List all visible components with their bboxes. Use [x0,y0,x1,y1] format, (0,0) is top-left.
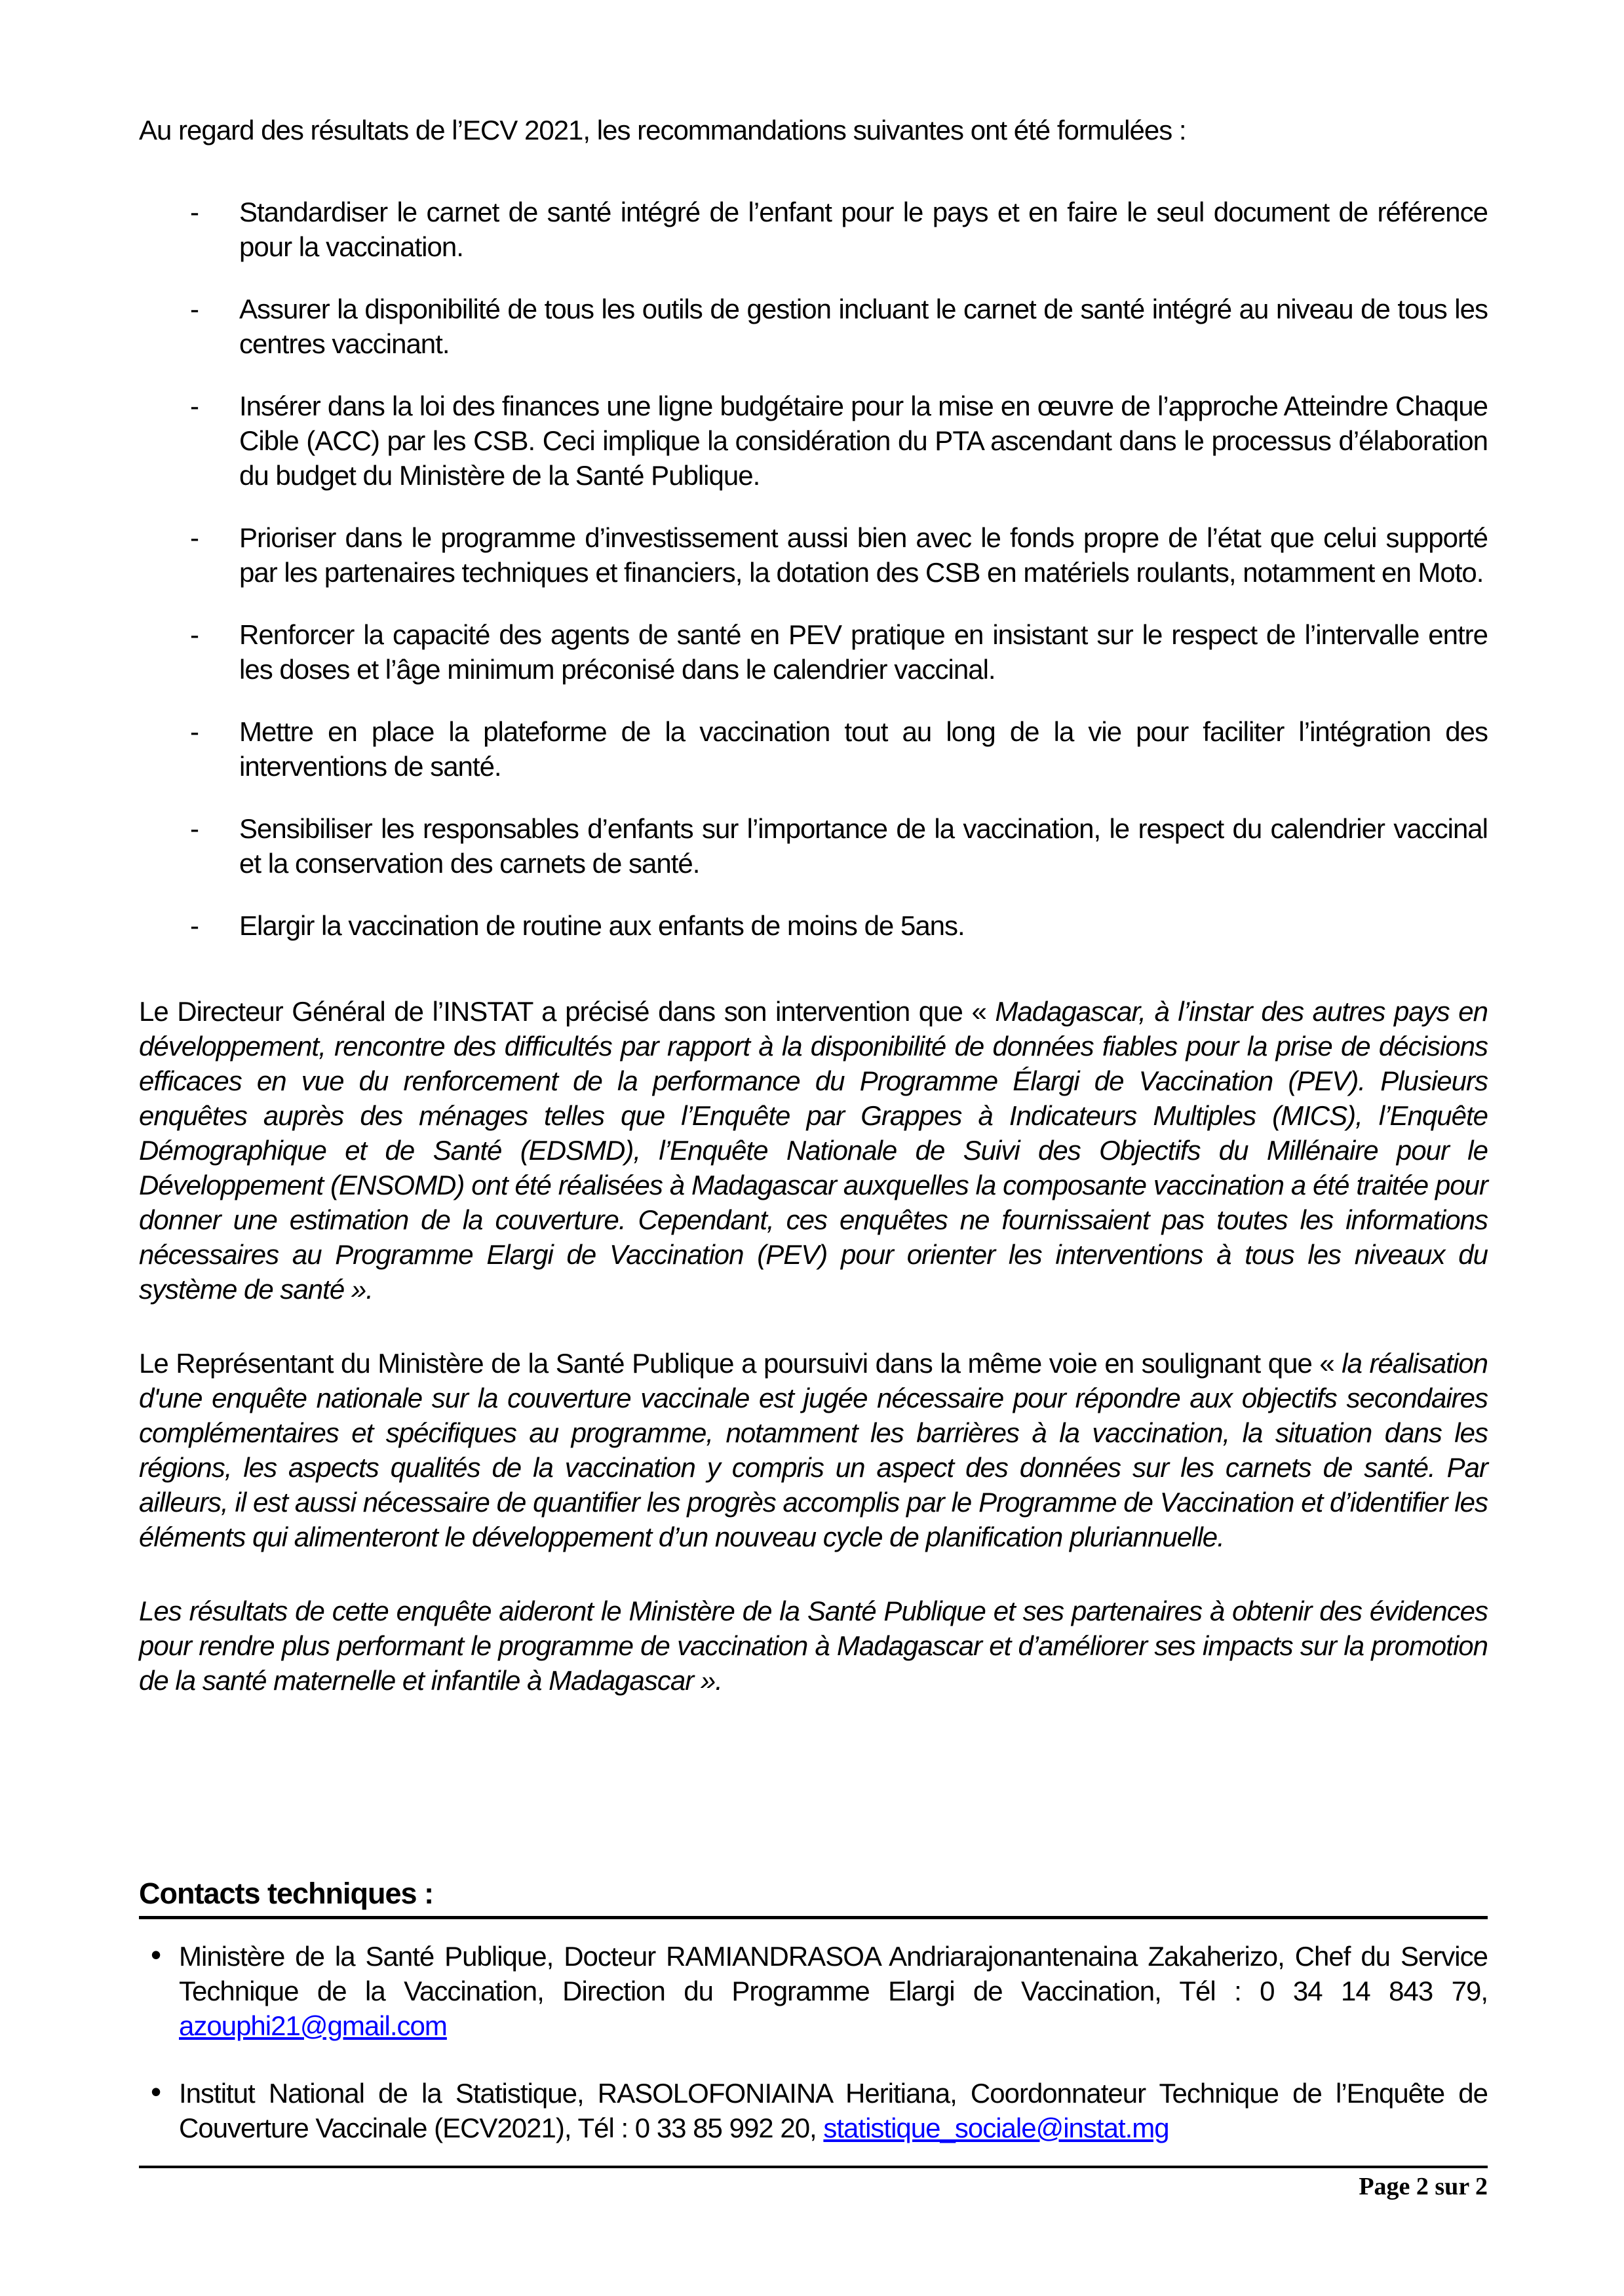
list-item [139,811,1488,881]
footer-divider [139,2166,1488,2168]
representative-statement-paragraph [139,1346,1488,1554]
dash-bullet: - [190,294,199,324]
director-statement-paragraph [139,994,1488,1307]
email-link[interactable]: azouphi21@gmail.com [179,2010,447,2041]
dash-bullet: - [190,391,199,421]
dash-bullet: - [190,716,199,747]
email-link[interactable]: statistique_sociale@instat.mg [823,2113,1169,2143]
paragraph-quote: Madagascar, à l’instar des autres pays en développement, rencontre des difficultés par rapport à la disponibilité de données fiables pour la prise de décisions efficaces en vue du renforcement de la performance du Programme Élargi de Vaccination (PEV). Plusieurs enquêtes auprès des ménages telles que l’Enquête par Grappes à Indicateurs Multiples (MICS), l’Enquête Démographique et de Santé (EDSMD), l’Enquête Nationale de Suivi des Objectifs du Millénaire pour le Développement (ENSOMD) ont été réalisées à Madagascar auxquelles la composante vaccination a été traitée pour donner une estimation de la couverture. Cependant, ces enquêtes ne fournissaient pas toutes les informations nécessaires au Programme Elargi de Vaccination (PEV) pour orienter les interventions à tous les niveaux du système de santé ». [139,996,1488,1305]
contact-item [139,2076,1488,2145]
round-bullet: • [151,2075,161,2109]
recommendation-text: Renforcer la capacité des agents de santé en PEV pratique en insistant sur le respect de l’intervalle entre les doses et l’âge minimum préconisé dans le calendrier vaccinal. [239,619,1488,685]
contacts-heading: Contacts techniques : [139,1876,1488,1919]
contact-item [139,1939,1488,2043]
contact-text: Ministère de la Santé Publique, Docteur RAMIANDRASOA Andriarajonantenaina Zakaherizo, Chef du Service Technique de la Vaccination, Direction du Programme Elargi de Vaccination, Tél : 0 34 14 843 79, [179,1941,1488,2006]
dash-bullet: - [190,522,199,553]
paragraph-quote: la réalisation d'une enquête nationale sur la couverture vaccinale est jugée nécessaire pour répondre aux objectifs secondaires complémentaires et spécifiques au programme, notamment les barrières à la vaccination, la situation dans les régions, les aspects qualités de la vaccination y compris un aspect des données sur les carnets de santé. Par ailleurs, il est aussi nécessaire de quantifier les progrès accomplis par le Programme de Vaccination et d’identifier les éléments qui alimenteront le développement d’un nouveau cycle de planification pluriannuelle. [139,1348,1488,1552]
paragraph-lead: Le Représentant du Ministère de la Santé Publique a poursuivi dans la même voie en soulignant que « [139,1348,1342,1379]
recommendation-text: Standardiser le carnet de santé intégré de l’enfant pour le pays et en faire le seul document de référence pour la vaccination. [239,197,1488,262]
recommendation-text: Sensibiliser les responsables d’enfants sur l’importance de la vaccination, le respect du calendrier vaccinal et la conservation des carnets de santé. [239,813,1488,879]
list-item [139,520,1488,590]
results-paragraph [139,1594,1488,1698]
round-bullet: • [151,1938,161,1972]
paragraph-quote: Les résultats de cette enquête aideront le Ministère de la Santé Publique et ses partenaires à obtenir des évidences pour rendre plus performant le programme de vaccination à Madagascar et d’améliorer ses impacts sur la promotion de la santé maternelle et infantile à Madagascar ». [139,1596,1488,1696]
page-number: Page 2 sur 2 [1359,2173,1488,2200]
list-item [139,908,1488,943]
dash-bullet: - [190,910,199,941]
intro-paragraph: Au regard des résultats de l’ECV 2021, les recommandations suivantes ont été formulées : [139,115,1186,145]
recommendation-text: Prioriser dans le programme d’investissement aussi bien avec le fonds propre de l’état que celui supporté par les partenaires techniques et financiers, la dotation des CSB en matériels roulants, notamment en Moto. [239,522,1488,588]
recommendation-text: Assurer la disponibilité de tous les outils de gestion incluant le carnet de santé intégré au niveau de tous les centres vaccinant. [239,294,1488,359]
paragraph-lead: Le Directeur Général de l’INSTAT a précisé dans son intervention que « [139,996,996,1027]
recommendation-text: Mettre en place la plateforme de la vaccination tout au long de la vie pour faciliter l’intégration des interventions de santé. [239,716,1488,782]
list-item [139,617,1488,687]
recommendation-text: Elargir la vaccination de routine aux enfants de moins de 5ans. [239,910,965,941]
list-item [139,195,1488,264]
page-content [139,0,1488,2178]
dash-bullet: - [190,813,199,844]
recommendations-list [139,195,1488,943]
dash-bullet: - [190,197,199,227]
list-item [139,714,1488,784]
recommendation-text: Insérer dans la loi des finances une ligne budgétaire pour la mise en œuvre de l’approche Atteindre Chaque Cible (ACC) par les CSB. Ceci implique la considération du PTA ascendant dans le processus d’élaboration du budget du Ministère de la Santé Publique. [239,391,1488,491]
contact-text: Institut National de la Statistique, RASOLOFONIAINA Heritiana, Coordonnateur Technique de l’Enquête de Couverture Vaccinale (ECV2021), Tél : 0 33 85 992 20, [179,2078,1488,2143]
contacts-list [139,1939,1488,2145]
list-item [139,292,1488,361]
list-item [139,389,1488,493]
dash-bullet: - [190,619,199,650]
